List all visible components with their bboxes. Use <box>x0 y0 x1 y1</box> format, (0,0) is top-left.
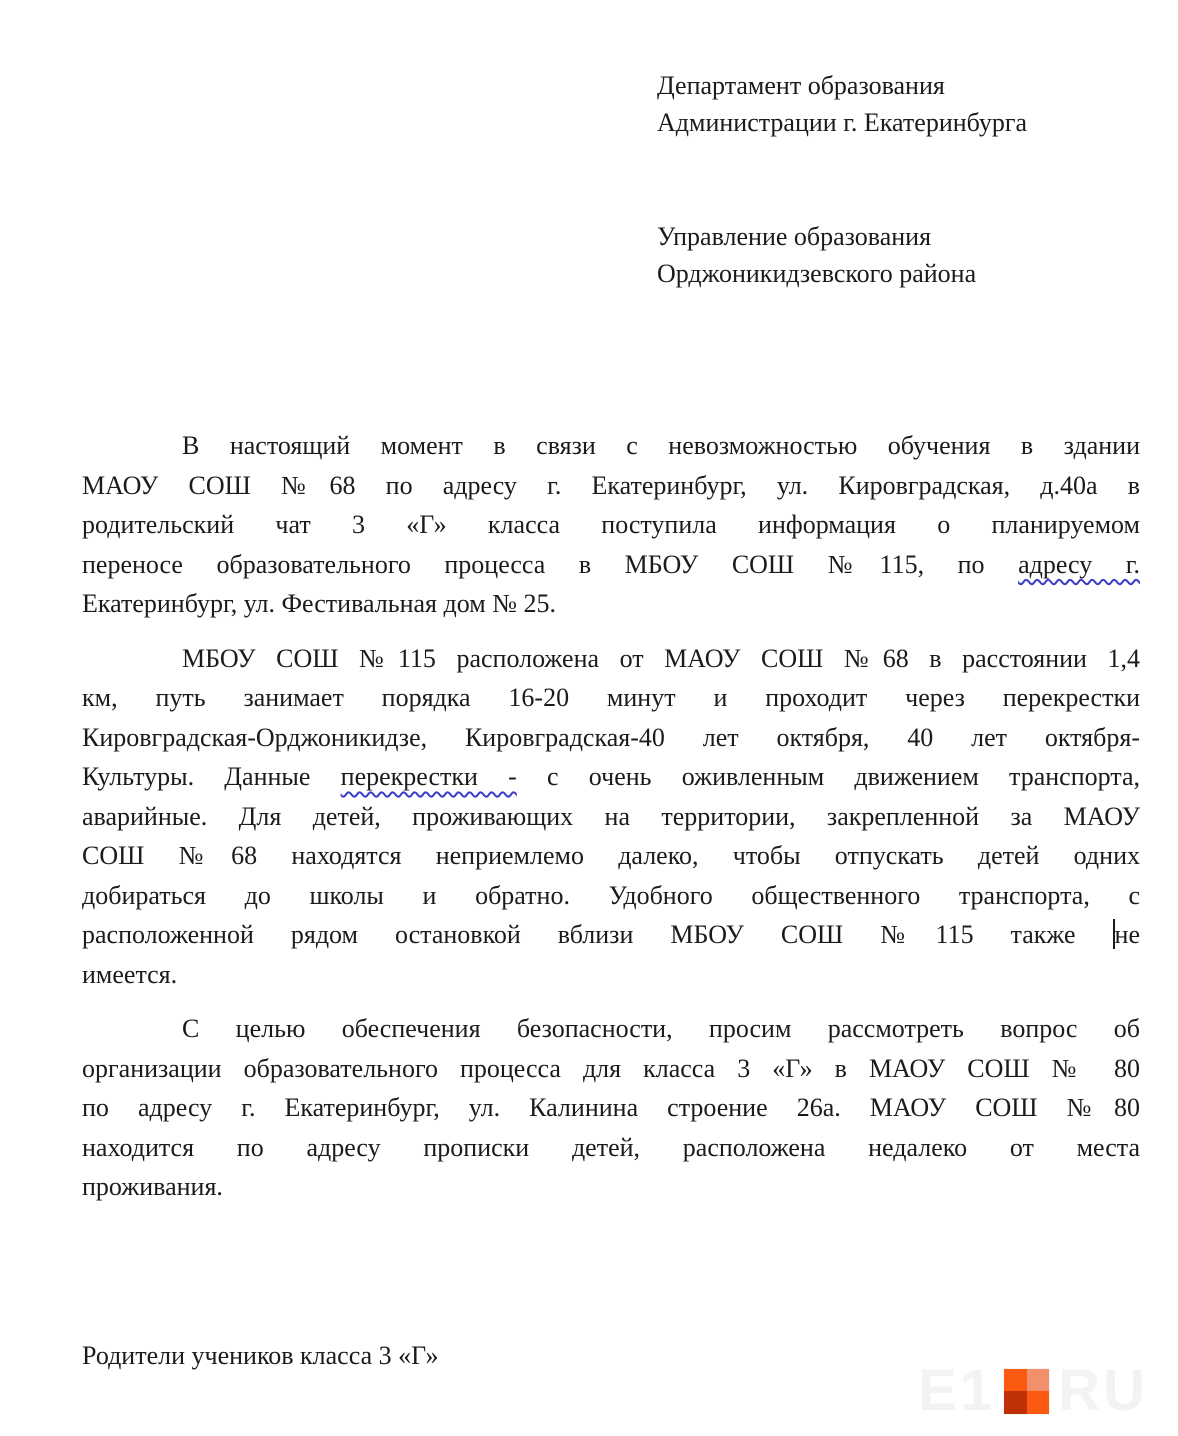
text-segment: аварийные. Для детей, проживающих на территории, закрепленной за МАОУ <box>82 801 1140 831</box>
text-line <box>82 1167 1140 1207</box>
text-line <box>82 955 1140 995</box>
text-line <box>82 505 1140 545</box>
e1ru-watermark-logo <box>918 1358 1148 1423</box>
text-line <box>82 545 1140 585</box>
text-segment: проживания. <box>82 1172 223 1201</box>
watermark-square-tl <box>1004 1369 1027 1392</box>
recipient-line: Администрации г. Екатеринбурга <box>657 107 1028 137</box>
paragraph <box>82 426 1140 624</box>
text-segment: Екатеринбург, ул. Фестивальная дом № 25. <box>82 589 557 618</box>
watermark-square-tr <box>1027 1369 1050 1392</box>
text-segment: В настоящий момент в связи с невозможностью обучения в здании <box>182 431 1140 460</box>
text-segment: организации образовательного процесса для класса 3 «Г» в МАОУ СОШ № 80 <box>82 1053 1140 1083</box>
document-body[interactable] <box>82 426 1140 1222</box>
watermark-text-ru: RU <box>1058 1358 1148 1423</box>
text-segment: с очень оживленным движением транспорта, <box>516 762 1141 791</box>
text-segment: расположенной рядом остановкой вблизи МБОУ СОШ №115 также <box>82 920 1113 949</box>
signature: Родители учеников класса 3 «Г» <box>82 1341 439 1370</box>
text-segment: МАОУ СОШ №68 по адресу г. Екатеринбург, ул. Кировградская, д.40а в <box>82 470 1140 500</box>
text-line <box>82 1128 1140 1168</box>
text-segment: Культуры. Данные <box>82 762 341 791</box>
text-line <box>82 797 1140 837</box>
text-line <box>82 426 1140 466</box>
watermark-text-e1: E1 <box>918 1358 996 1423</box>
text-segment: переносе образовательного процесса в МБОУ СОШ №115, по <box>82 549 1019 579</box>
spellcheck-underlined-text: адресу г. <box>1018 549 1141 579</box>
text-line <box>82 639 1140 679</box>
spellcheck-underlined-text: перекрестки - <box>340 762 517 791</box>
paragraph <box>82 639 1140 995</box>
text-line <box>82 757 1140 797</box>
watermark-square-icon <box>1004 1369 1049 1414</box>
text-line <box>82 836 1140 876</box>
paragraph <box>82 1009 1140 1207</box>
text-segment: по адресу г. Екатеринбург, ул. Калинина строение 26а. МАОУ СОШ №80 <box>82 1093 1140 1122</box>
text-line <box>82 718 1140 758</box>
text-segment: находится по адресу прописки детей, расположена недалеко от места <box>82 1132 1140 1162</box>
text-line <box>82 876 1140 916</box>
recipient-department <box>657 68 1137 141</box>
text-line <box>82 1049 1140 1089</box>
watermark-square-bl <box>1004 1391 1027 1414</box>
text-line <box>82 1009 1140 1049</box>
text-segment: км, путь занимает порядка 16-20 минут и проходит через перекрестки <box>82 683 1140 712</box>
text-segment: родительский чат 3 «Г» класса поступила информация о планируемом <box>82 510 1140 539</box>
watermark-square-br <box>1027 1391 1050 1414</box>
recipient-line: Орджоникидзевского района <box>657 258 977 288</box>
text-line <box>82 466 1140 506</box>
text-segment: С целью обеспечения безопасности, просим рассмотреть вопрос об <box>182 1014 1140 1043</box>
text-segment: СОШ №68 находятся неприемлемо далеко, чтобы отпускать детей одних <box>82 841 1140 870</box>
text-segment: имеется. <box>82 959 178 989</box>
text-segment: МБОУ СОШ №115 расположена от МАОУ СОШ №68 в расстоянии 1,4 <box>182 643 1140 673</box>
recipient-administration <box>657 219 1137 292</box>
text-segment: добираться до школы и обратно. Удобного общественного транспорта, с <box>82 880 1140 910</box>
text-line <box>82 915 1140 955</box>
text-segment: Кировградская-Орджоникидзе, Кировградская-40 лет октября, 40 лет октября- <box>82 722 1140 752</box>
recipient-line: Департамент образования <box>657 71 945 100</box>
text-line <box>82 584 1140 624</box>
text-line <box>82 1088 1140 1128</box>
text-segment: не <box>1114 920 1140 949</box>
recipient-line: Управление образования <box>657 222 932 251</box>
text-line <box>82 678 1140 718</box>
